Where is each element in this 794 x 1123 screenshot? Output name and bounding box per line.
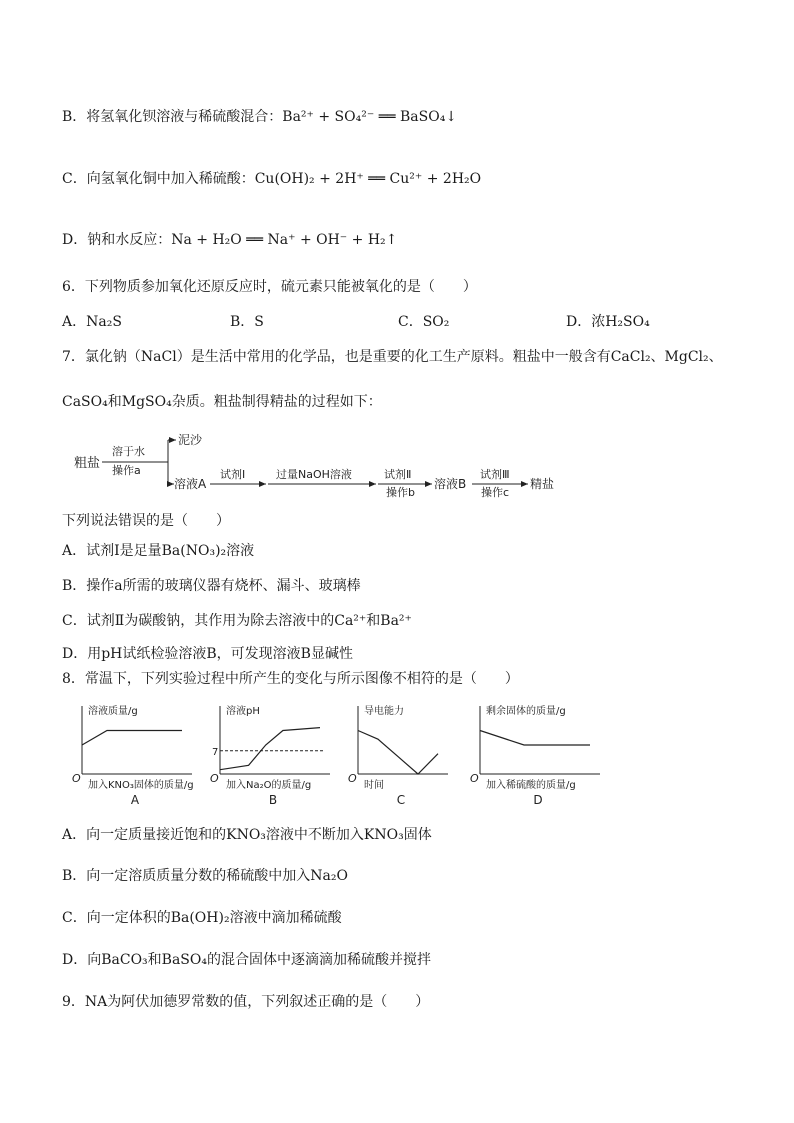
q8-option-b: B．向一定溶质质量分数的稀硫酸中加入Na₂O [62,868,348,884]
x-axis-label: 加入稀硫酸的质量/g [486,780,576,791]
chart-b [208,698,338,808]
q7-option-b: B．操作a所需的玻璃仪器有烧杯、漏斗、玻璃棒 [62,578,361,594]
flow-branch: 泥沙 [178,433,203,447]
q5-option-d: D．钠和水反应：Na + H₂O ══ Na⁺ + OH⁻ + H₂↑ [62,232,398,248]
flow-start: 粗盐 [74,456,101,471]
q7-option-d: D．用pH试纸检验溶液B，可发现溶液B显碱性 [62,646,353,662]
chart-label: A [130,793,140,807]
q7-question: 下列说法错误的是（ ） [62,513,230,529]
q5-option-c: C．向氢氧化铜中加入稀硫酸：Cu(OH)₂ + 2H⁺ ══ Cu²⁺ + 2H₂O [62,171,482,187]
series-line [220,728,320,770]
q7-option-c: C．试剂Ⅱ为碳酸钠，其作用为除去溶液中的Ca²⁺和Ba²⁺ [62,613,412,629]
chart-label: B [268,793,278,807]
q8-charts [70,698,610,810]
series-line [358,731,438,775]
origin-label: O [210,772,219,785]
chart-label: C [396,793,406,807]
flow-op-b: 操作b [386,486,415,499]
q6-option-b: B．S [230,314,264,330]
q6-option-d: D．浓H₂SO₄ [566,314,650,330]
chart-a [70,698,200,808]
q9-stem: 9．NA为阿伏加德罗常数的值，下列叙述正确的是（ ） [62,994,430,1010]
q6-options [62,311,702,331]
q8-option-a: A．向一定质量接近饱和的KNO₃溶液中不断加入KNO₃固体 [62,827,432,843]
flow-sol-b: 溶液B [434,477,467,491]
flow-step1-bottom: 操作a [112,464,141,477]
origin-label: O [470,772,479,785]
y-axis-label: 溶液pH [226,706,260,717]
x-axis-label: 加入Na₂O的质量/g [226,780,312,791]
q8-option-d: D．向BaCO₃和BaSO₄的混合固体中逐滴滴加稀硫酸并搅拌 [62,952,431,968]
flow-op-c: 操作c [481,486,510,499]
origin-label: O [72,772,81,785]
x-axis-label: 加入KNO₃固体的质量/g [88,780,194,791]
q7-flow-diagram [70,428,570,500]
series-line [480,731,590,746]
q5-option-b: B．将氢氧化钡溶液与稀硫酸混合：Ba²⁺ + SO₄²⁻ ══ BaSO₄↓ [62,109,458,125]
y-axis-label: 导电能力 [364,706,404,717]
flow-reagent2: 试剂Ⅱ [384,468,412,481]
q7-option-a: A．试剂Ⅰ是足量Ba(NO₃)₂溶液 [62,543,255,559]
origin-label: O [348,772,357,785]
x-axis-label: 时间 [364,780,384,791]
q8-option-c: C．向一定体积的Ba(OH)₂溶液中滴加稀硫酸 [62,910,342,926]
flow-reagent3: 试剂Ⅲ [480,468,510,481]
flow-reagent1: 试剂Ⅰ [220,468,246,481]
y-axis-label: 剩余固体的质量/g [486,706,566,717]
series-line [82,731,182,746]
q7-stem-line2: CaSO₄和MgSO₄杂质。粗盐制得精盐的过程如下： [62,394,382,410]
chart-label: D [533,793,543,807]
flow-end: 精盐 [530,477,555,491]
flow-step1-top: 溶于水 [112,445,145,458]
q6-option-c: C．SO₂ [398,314,450,330]
y-axis-label: 溶液质量/g [88,706,138,717]
reference-label: 7 [212,746,219,758]
chart-d [468,698,608,808]
q6-stem: 6．下列物质参加氧化还原反应时，硫元素只能被氧化的是（ ） [62,279,477,295]
flow-naoh: 过量NaOH溶液 [276,468,352,481]
chart-c [346,698,456,808]
q7-stem-line1: 7．氯化钠（NaCl）是生活中常用的化学品，也是重要的化工生产原料。粗盐中一般含有CaCl₂、MgCl₂、 [62,349,723,365]
q6-option-a: A．Na₂S [62,314,122,330]
q8-stem: 8．常温下，下列实验过程中所产生的变化与所示图像不相符的是（ ） [62,671,519,687]
flow-sol-a: 溶液A [174,477,207,491]
